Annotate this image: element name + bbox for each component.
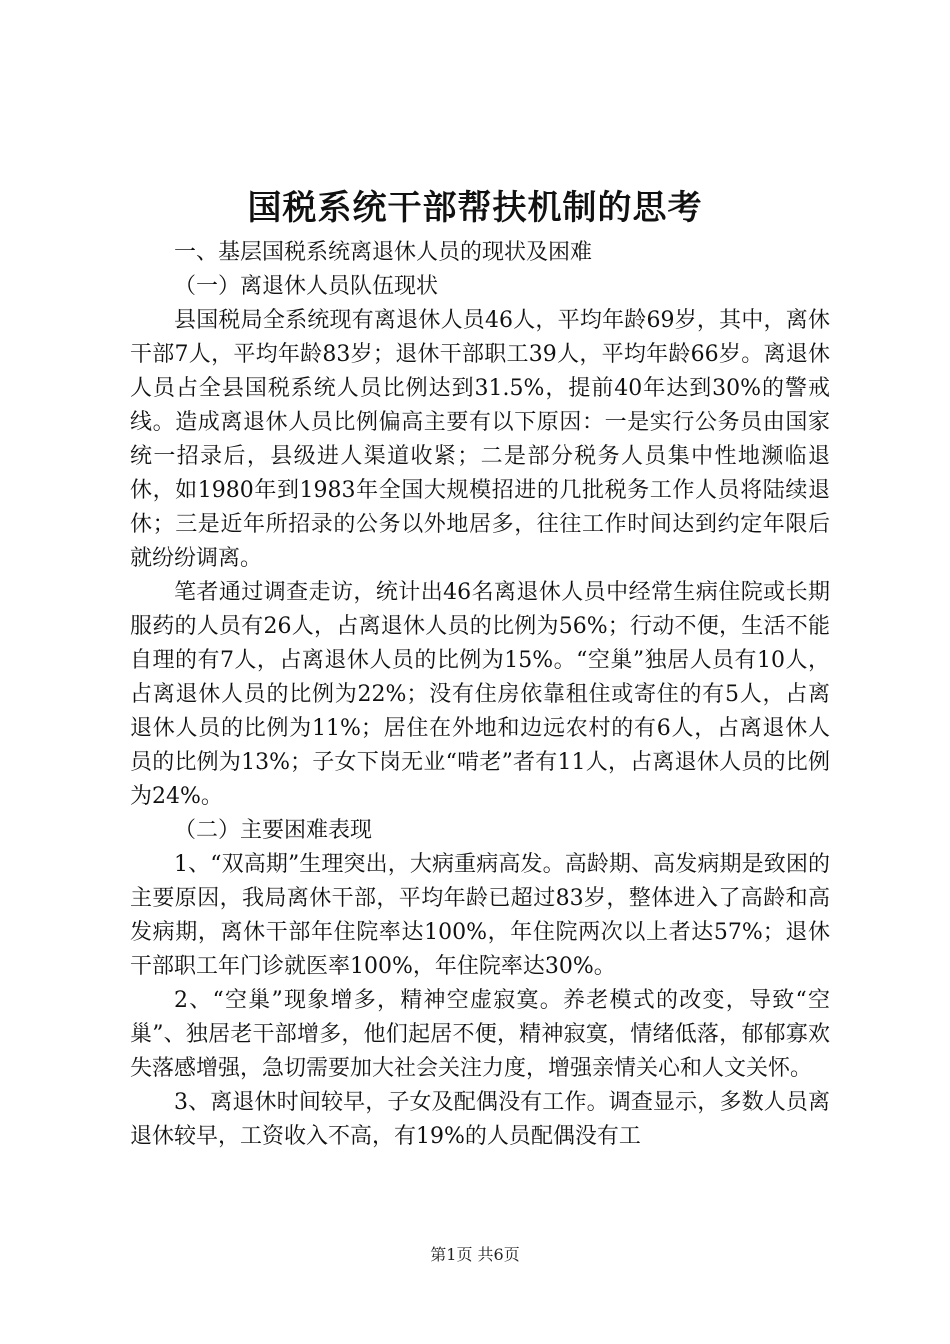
body-paragraph: 县国税局全系统现有离退休人员46人，平均年龄69岁，其中，离休干部7人，平均年龄83岁；退休干部职工39人，平均年龄66岁。离退休人员占全县国税系统人员比例达到31.5%，提前40年达到30%的警戒线。造成离退休人员比例偏高主要有以下原因：一是实行公务员由国家统一招录后，县级进人渠道收紧；二是部分税务人员集中性地濒临退休，如1980年到1983年全国大规模招进的几批税务工作人员将陆续退休；三是近年所招录的公务以外地居多，往往工作时间达到约定年限后就纷纷调离。 — [130, 308, 830, 571]
body-paragraph: 2、“空巢”现象增多，精神空虚寂寞。养老模式的改变，导致“空巢”、独居老干部增多，他们起居不便，精神寂寞，情绪低落，郁郁寡欢失落感增强，急切需要加大社会关注力度，增强亲情关心和人文关怀。 — [130, 988, 830, 1081]
subsection-heading: （一）离退休人员队伍现状 — [174, 274, 439, 299]
page-number-footer: 第1页 共6页 — [430, 1245, 520, 1264]
document-title: 国税系统干部帮扶机制的思考 — [247, 188, 703, 228]
body-paragraph: 3、离退休时间较早，子女及配偶没有工作。调查显示，多数人员离退休较早，工资收入不高，有19%的人员配偶没有工 — [130, 1090, 830, 1149]
body-paragraph: 笔者通过调查走访，统计出46名离退休人员中经常生病住院或长期服药的人员有26人，占离退休人员的比例为56%；行动不便，生活不能自理的有7人，占离退休人员的比例为15%。“空巢”独居人员有10人，占离退休人员的比例为22%；没有住房依靠租住或寄住的有5人，占离退休人员的比例为11%；居住在外地和边远农村的有6人，占离退休人员的比例为13%；子女下岗无业“啃老”者有11人，占离退休人员的比例为24%。 — [130, 580, 830, 809]
document-body — [130, 236, 830, 1154]
body-paragraph: 1、“双高期”生理突出，大病重病高发。高龄期、高发病期是致困的主要原因，我局离休干部，平均年龄已超过83岁，整体进入了高龄和高发病期，离休干部年住院率达100%，年住院两次以上者达57%；退休干部职工年门诊就医率100%，年住院率达30%。 — [130, 852, 830, 979]
section-heading: 一、基层国税系统离退休人员的现状及困难 — [174, 240, 593, 265]
subsection-heading: （二）主要困难表现 — [174, 818, 373, 843]
